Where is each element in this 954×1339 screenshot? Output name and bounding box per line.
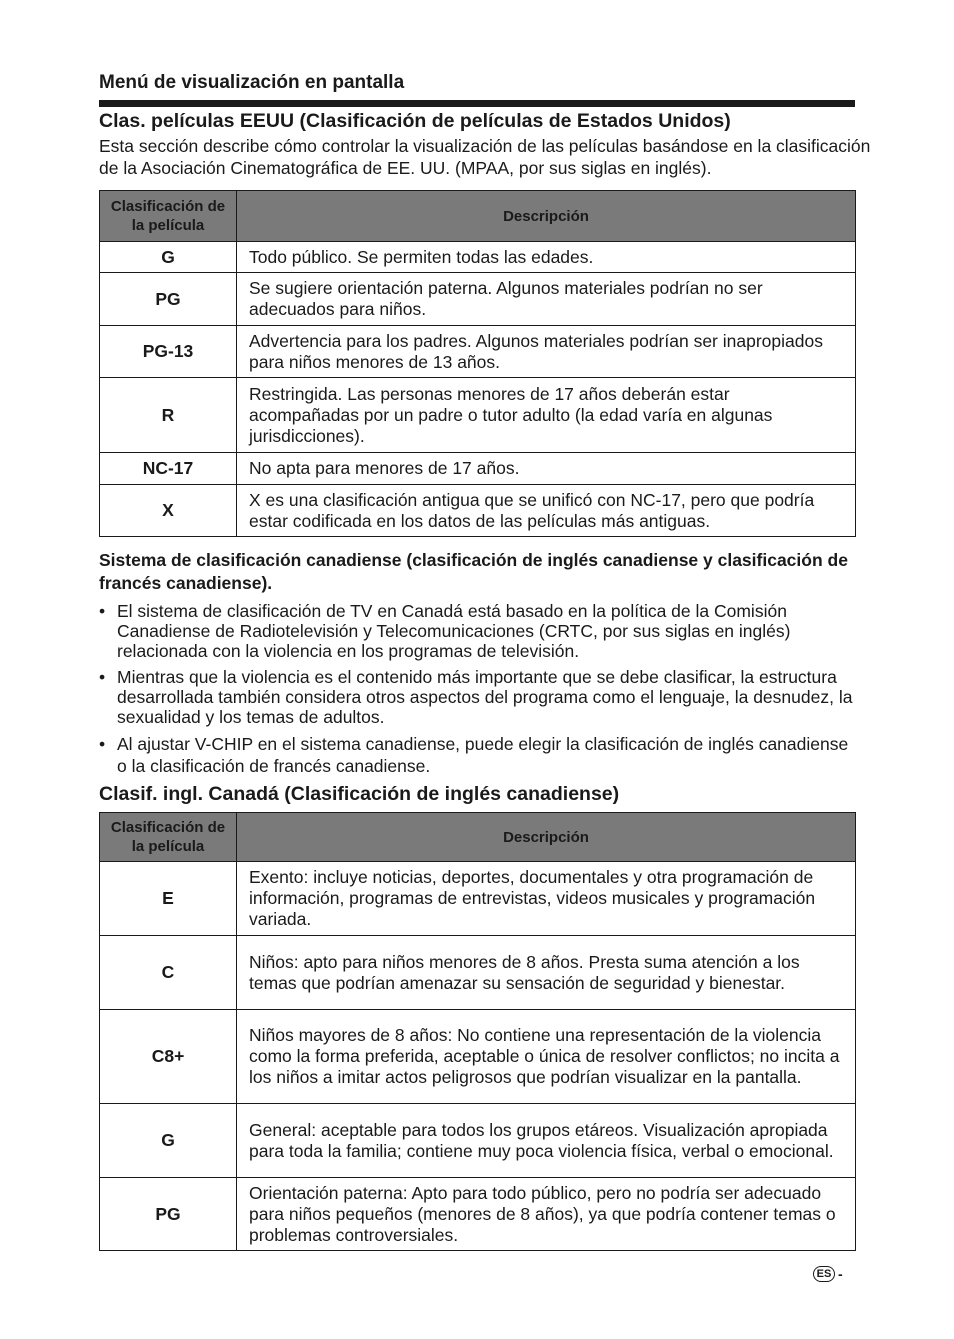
- table-header-row: [100, 191, 856, 242]
- page-number-dash: -: [838, 1266, 843, 1282]
- rating-code: PG: [100, 273, 237, 326]
- us-ratings-heading: Clas. películas EEUU (Clasificación de películas de Estados Unidos): [99, 110, 731, 132]
- rating-code: C8+: [100, 1010, 237, 1104]
- page-footer: [813, 1266, 843, 1282]
- rating-code: E: [100, 862, 237, 936]
- rating-code: G: [100, 242, 237, 273]
- rating-code: R: [100, 378, 237, 453]
- us-ratings-section: [99, 109, 874, 179]
- rating-code: G: [100, 1104, 237, 1178]
- rating-description: General: aceptable para todos los grupos etáreos. Visualización apropiada para toda la familia; contiene muy poca violencia física, verbal o emocional.: [237, 1104, 856, 1178]
- table-row: [100, 378, 856, 453]
- table-row: [100, 273, 856, 326]
- canada-system-bullets: [99, 601, 854, 777]
- rating-description: Orientación paterna: Apto para todo público, pero no podría ser adecuado para niños pequeños (menores de 8 años), ya que podría contener temas o problemas controversiales.: [237, 1178, 856, 1251]
- rating-code: PG-13: [100, 326, 237, 378]
- col-header-rating: Clasificación de la película: [100, 191, 237, 242]
- rating-description: Se sugiere orientación paterna. Algunos materiales podrían no ser adecuados para niños.: [237, 273, 856, 326]
- rating-description: Exento: incluye noticias, deportes, documentales y otra programación de información, programas de entrevistas, videos musicales y programación variada.: [237, 862, 856, 936]
- table-row: [100, 453, 856, 485]
- bullet-icon: •: [99, 734, 106, 754]
- bullet-icon: •: [99, 601, 106, 621]
- section-rule: [99, 100, 855, 107]
- list-item: • Mientras que la violencia es el contenido más importante que se debe clasificar, la estructura desarrollada también considera otros aspectos del programa como el lenguaje, la desnudez, la sexualidad y los temas de adultos.: [99, 667, 853, 727]
- table-header-row: [100, 813, 856, 862]
- canada-english-heading: Clasif. ingl. Canadá (Clasificación de inglés canadiense): [99, 783, 620, 805]
- language-badge: ES: [813, 1266, 835, 1282]
- table-row: [100, 326, 856, 378]
- col-header-description: Descripción: [237, 191, 856, 242]
- rating-description: Advertencia para los padres. Algunos materiales podrían ser inapropiados para niños menores de 13 años.: [237, 326, 856, 378]
- rating-code: PG: [100, 1178, 237, 1251]
- rating-code: C: [100, 936, 237, 1010]
- us-ratings-intro: Esta sección describe cómo controlar la visualización de las películas basándose en la clasificación de la Asociación Cinematográfica de EE. UU. (MPAA, por sus siglas en inglés).: [99, 136, 871, 178]
- col-header-description: Descripción: [237, 813, 856, 862]
- list-item: • Al ajustar V-CHIP en el sistema canadiense, puede elegir la clasificación de inglés canadiense o la clasificación de francés canadiense.: [99, 734, 849, 776]
- table-row: [100, 485, 856, 537]
- table-row: [100, 936, 856, 1010]
- canada-system-section: [99, 549, 854, 783]
- rating-code: NC-17: [100, 453, 237, 485]
- canada-english-table: [99, 812, 856, 1251]
- list-item: • El sistema de clasificación de TV en Canadá está basado en la política de la Comisión Canadiense de Radiotelevisión y Telecomunicaciones (CRTC, por sus siglas en inglés) relacionada con la violencia en los programas de televisión.: [99, 601, 791, 661]
- rating-code: X: [100, 485, 237, 537]
- table-row: [100, 862, 856, 936]
- rating-description: X es una clasificación antigua que se unificó con NC-17, pero que podría estar codificada en los datos de las películas más antiguas.: [237, 485, 856, 537]
- rating-description: Restringida. Las personas menores de 17 años deberán estar acompañadas por un padre o tutor adulto (la edad varía en algunas jurisdicciones).: [237, 378, 856, 453]
- rating-description: Todo público. Se permiten todas las edades.: [237, 242, 856, 273]
- section-title: Menú de visualización en pantalla: [99, 72, 405, 93]
- rating-description: Niños mayores de 8 años: No contiene una representación de la violencia como la forma preferida, aceptable o única de resolver conflictos; no incita a los niños a imitar actos peligrosos que podrían visualizar en la pantalla.: [237, 1010, 856, 1104]
- canada-system-heading: Sistema de clasificación canadiense (clasificación de inglés canadiense y clasificación de francés canadiense).: [99, 550, 848, 593]
- rating-description: Niños: apto para niños menores de 8 años. Presta suma atención a los temas que podrían amenazar su sensación de seguridad y bienestar.: [237, 936, 856, 1010]
- rating-description: No apta para menores de 17 años.: [237, 453, 856, 485]
- table-row: [100, 242, 856, 273]
- table-row: [100, 1178, 856, 1251]
- table-row: [100, 1104, 856, 1178]
- col-header-rating: Clasificación de la película: [100, 813, 237, 862]
- us-ratings-table: [99, 190, 856, 537]
- bullet-icon: •: [99, 667, 106, 687]
- table-row: [100, 1010, 856, 1104]
